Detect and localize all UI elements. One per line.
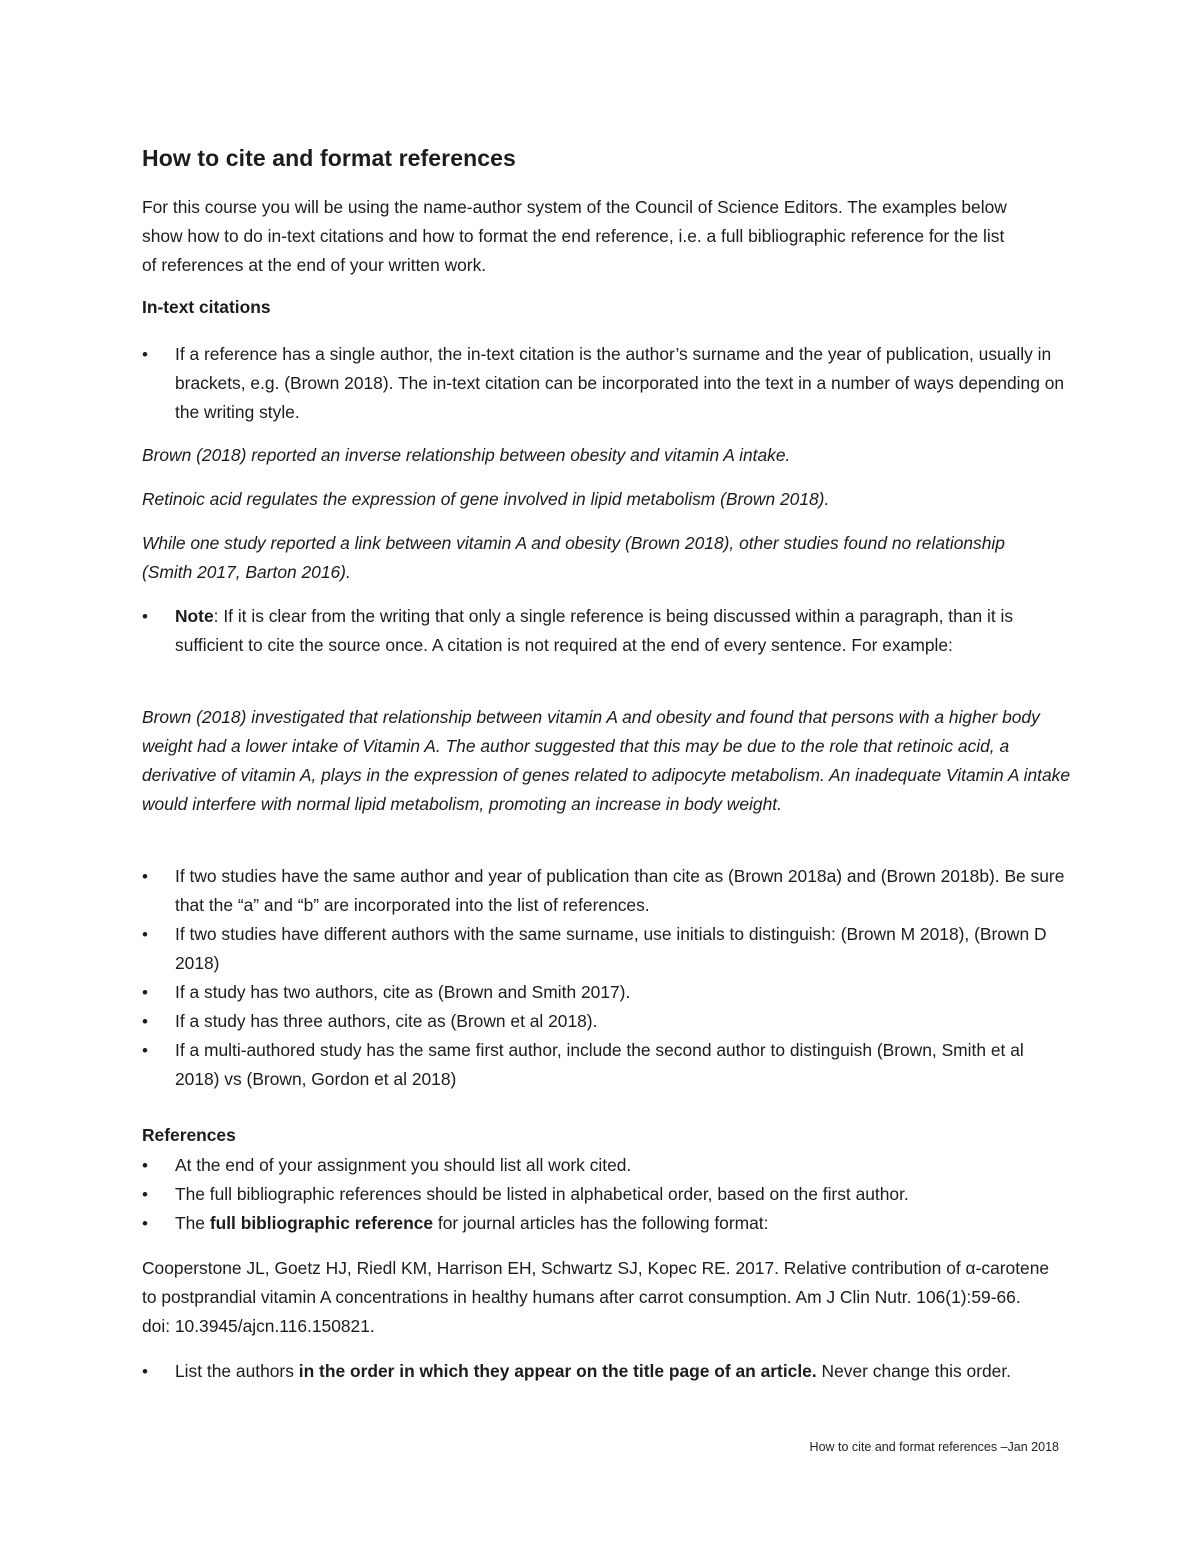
page-title: How to cite and format references	[142, 145, 516, 171]
page-footer: How to cite and format references –Jan 2018	[809, 1440, 1059, 1454]
example-paragraph: Brown (2018) investigated that relationship between vitamin A and obesity and found that persons with a higher body weight had a lower intake of Vitamin A. The author suggested that this may be due to the role that retinoic acid, a derivative of vitamin A, plays in the expression of genes related to adipocyte metabolism. An inadequate Vitamin A intake would interfere with normal lipid metabolism, promoting an increase in body weight.	[142, 707, 1071, 814]
intext-heading: In-text citations	[142, 297, 271, 317]
bullet-icon: •	[142, 1214, 148, 1233]
list-item-text: If a multi-authored study has the same first author, include the second author to distinguish (Brown, Smith et al 2018) vs (Brown, Gordon et al 2018)	[175, 1040, 1024, 1089]
list-item-text: If two studies have the same author and year of publication than cite as (Brown 2018a) and (Brown 2018b). Be sure that the “a” and “b” are incorporated into the list of references.	[175, 866, 1065, 915]
references-heading: References	[142, 1125, 236, 1145]
bullet-icon: •	[142, 607, 148, 626]
list-item-text: At the end of your assignment you should list all work cited.	[175, 1155, 632, 1175]
bullet-icon: •	[142, 1012, 148, 1031]
list-item-text: The full bibliographic references should be listed in alphabetical order, based on the first author.	[175, 1184, 909, 1204]
bullet-icon: •	[142, 983, 148, 1002]
list-item-text: If two studies have different authors with the same surname, use initials to distinguish: (Brown M 2018), (Brown D 2018)	[175, 924, 1047, 973]
list-item	[142, 1357, 1067, 1386]
list-item	[142, 1209, 1072, 1238]
note-text: : If it is clear from the writing that only a single reference is being discussed within a paragraph, than it is sufficient to cite the source once. A citation is not required at the end of every sentence. For example:	[175, 606, 1014, 655]
intro-paragraph: For this course you will be using the name-author system of the Council of Science Editors. The examples below show how to do in-text citations and how to format the end reference, i.e. a full bibliographic reference for the list of references at the end of your written work.	[142, 197, 1007, 275]
emphasis-text: in the order in which they appear on the title page of an article.	[298, 1361, 817, 1381]
list-item-text: If a reference has a single author, the in-text citation is the author’s surname and the year of publication, usually in brackets, e.g. (Brown 2018). The in-text citation can be incorporated into the text in a number of ways depending on the writing style.	[175, 344, 1065, 422]
citation-rules-list	[142, 862, 1067, 1094]
example-sentence-1: Brown (2018) reported an inverse relationship between obesity and vitamin A intake.	[142, 445, 791, 465]
list-item-text: Never change this order.	[816, 1361, 1012, 1381]
list-item	[142, 862, 1067, 920]
bullet-icon: •	[142, 345, 148, 364]
sample-reference: Cooperstone JL, Goetz HJ, Riedl KM, Harrison EH, Schwartz SJ, Kopec RE. 2017. Relative contribution of α-carotene to postprandial vitamin A concentrations in healthy humans after carrot consumption. Am J Clin Nutr. 106(1):59-66. doi: 10.3945/ajcn.116.150821.	[142, 1258, 1050, 1336]
bullet-icon: •	[142, 867, 148, 886]
list-item	[142, 340, 1072, 427]
list-item	[142, 602, 1067, 660]
bullet-icon: •	[142, 1041, 148, 1060]
note-label: Note	[175, 606, 214, 626]
note-bullet-list	[142, 602, 1067, 660]
references-bullet-list	[142, 1151, 1072, 1238]
bullet-icon: •	[142, 925, 148, 944]
list-item	[142, 920, 1067, 978]
example-sentence-3: While one study reported a link between vitamin A and obesity (Brown 2018), other studies found no relationship (Smith 2017, Barton 2016).	[142, 533, 1005, 582]
bullet-icon: •	[142, 1362, 148, 1381]
list-item	[142, 978, 1067, 1007]
list-item-text: The	[175, 1213, 210, 1233]
list-item-text: If a study has two authors, cite as (Brown and Smith 2017).	[175, 982, 631, 1002]
example-sentence-2: Retinoic acid regulates the expression of gene involved in lipid metabolism (Brown 2018).	[142, 489, 830, 509]
author-order-bullet-list	[142, 1357, 1067, 1386]
list-item	[142, 1151, 1072, 1180]
bullet-icon: •	[142, 1156, 148, 1175]
intext-bullet-list	[142, 340, 1072, 427]
list-item-text: List the authors	[175, 1361, 299, 1381]
list-item	[142, 1180, 1072, 1209]
list-item-text: If a study has three authors, cite as (Brown et al 2018).	[175, 1011, 598, 1031]
bullet-icon: •	[142, 1185, 148, 1204]
list-item	[142, 1036, 1067, 1094]
list-item-text: for journal articles has the following format:	[433, 1213, 769, 1233]
emphasis-text: full bibliographic reference	[209, 1213, 434, 1233]
list-item	[142, 1007, 1067, 1036]
